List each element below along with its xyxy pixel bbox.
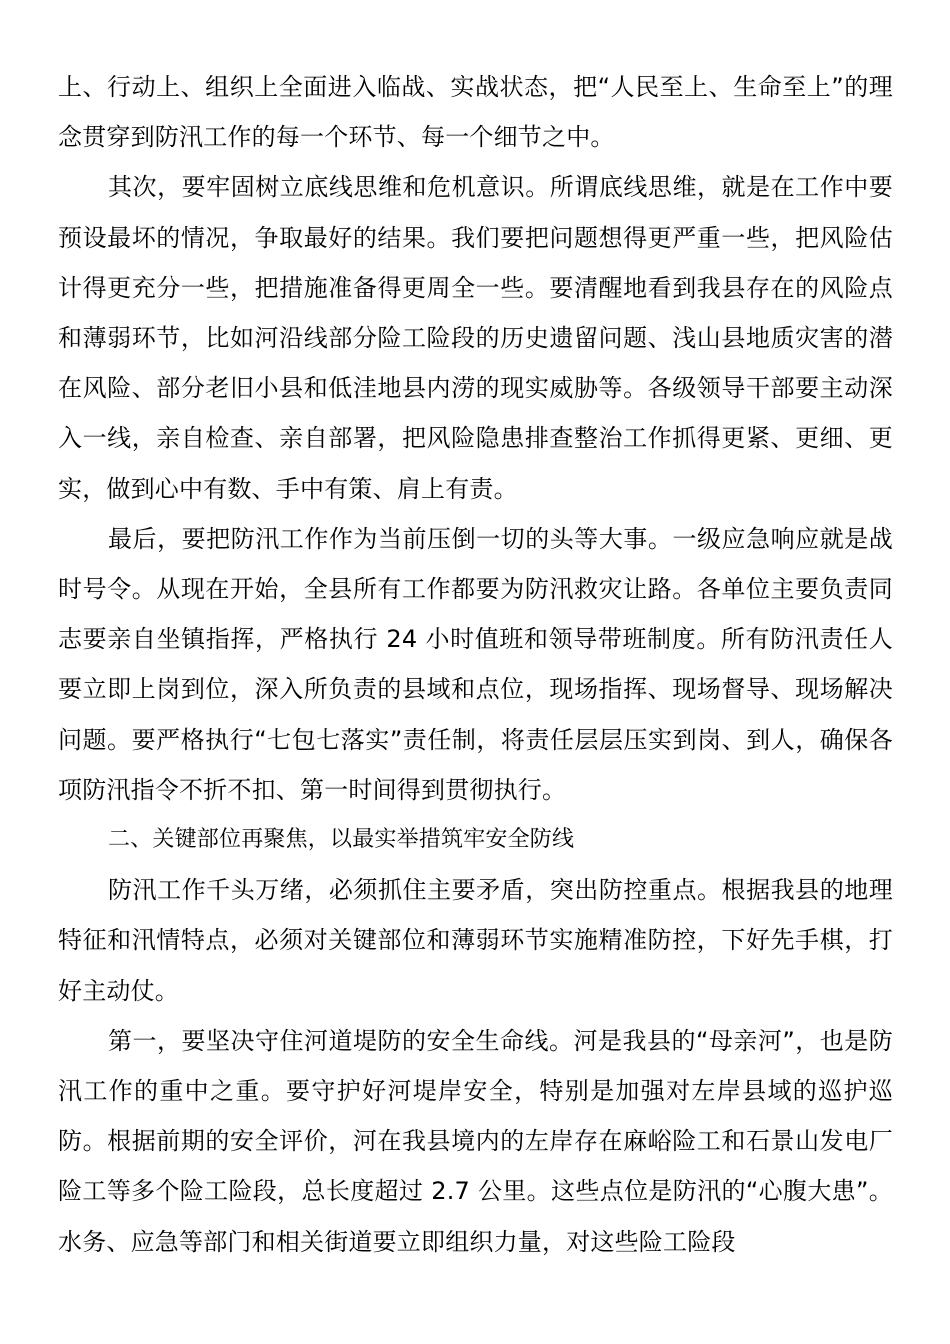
- paragraph-top-priority: 最后，要把防汛工作作为当前压倒一切的头等大事。一级应急响应就是战时号令。从现在开始，全县所有工作都要为防汛救灾让路。各单位主要负责同志要亲自坐镇指挥，严格执行 24 小时值班和领导带班制度。所有防汛责任人要立即上岗到位，深入所负责的县域和点位，现场指挥、现场督导、现场解决问题。要严格执行“七包七落实”责任制，将责任层层压实到岗、到人，确保各项防汛指令不折不扣、第一时间得到贯彻执行。: [58, 524, 893, 804]
- paragraph-key-points: 防汛工作千头万绪，必须抓住主要矛盾，突出防控重点。根据我县的地理特征和汛情特点，必须对关键部位和薄弱环节实施精准防控，下好先手棋，打好主动仗。: [58, 876, 893, 1005]
- paragraph-river-embankment: 第一，要坚决守住河道堤防的安全生命线。河是我县的“母亲河”，也是防汛工作的重中之重。要守护好河堤岸安全，特别是加强对左岸县域的巡护巡防。根据前期的安全评价，河在我县境内的左岸存在麻峪险工和石景山发电厂险工等多个险工险段，总长度超过 2.7 公里。这些点位是防汛的“心腹大患”。水务、应急等部门和相关街道要立即组织力量，对这些险工险段: [58, 1026, 893, 1256]
- paragraph-bottom-line-thinking: 其次，要牢固树立底线思维和危机意识。所谓底线思维，就是在工作中要预设最坏的情况，争取最好的结果。我们要把问题想得更严重一些，把风险估计得更充分一些，把措施准备得更周全一些。要清醒地看到我县存在的风险点和薄弱环节，比如河沿线部分险工险段的历史遗留问题、浅山县地质灾害的潜在风险、部分老旧小县和低洼地县内涝的现实威胁等。各级领导干部要主动深入一线，亲自检查、亲自部署，把风险隐患排查整治工作抓得更紧、更细、更实，做到心中有数、手中有策、肩上有责。: [58, 173, 893, 503]
- document-page: [58, 62, 893, 1267]
- section-heading: 二、关键部位再聚焦，以最实举措筑牢安全防线: [108, 827, 575, 853]
- paragraph-continuation: 上、行动上、组织上全面进入临战、实战状态，把“人民至上、生命至上”的理念贯穿到防汛工作的每一个环节、每一个细节之中。: [58, 73, 893, 152]
